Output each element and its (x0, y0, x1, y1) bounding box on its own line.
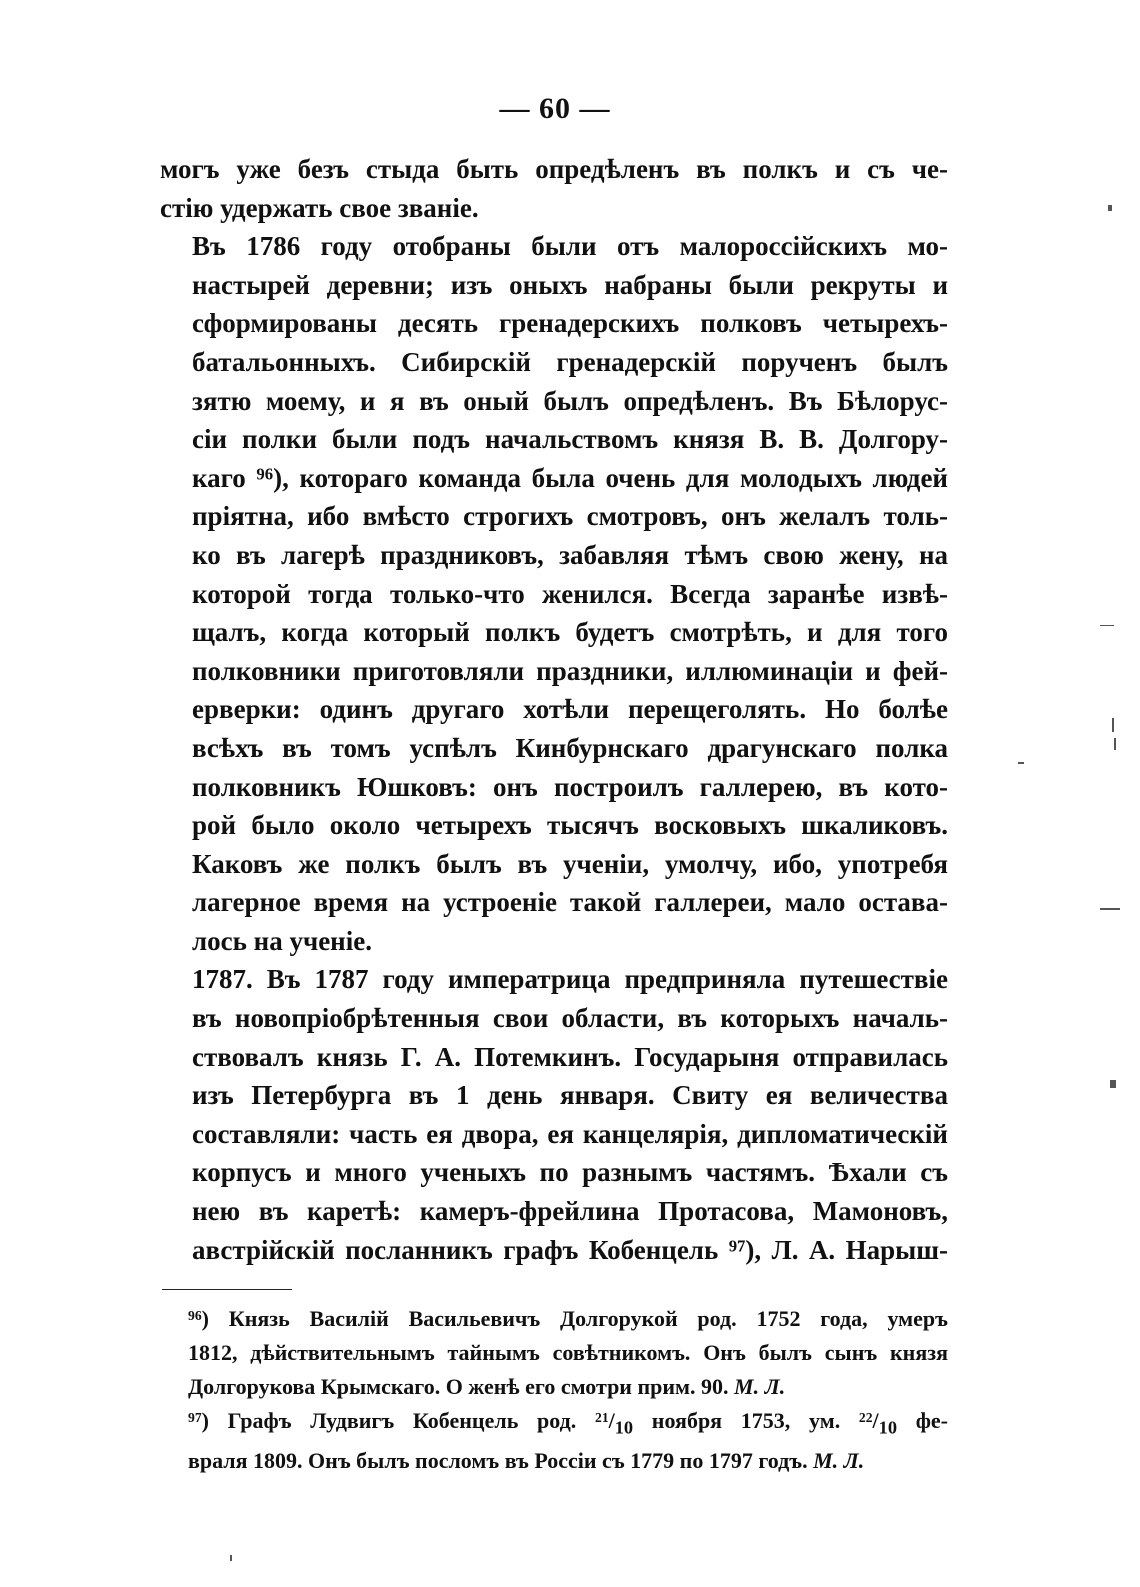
text-fragment: фе- (896, 1408, 949, 1433)
date-numerator: 21 (595, 1409, 609, 1425)
text-line: пріятна, ибо вмѣсто строгихъ смотровъ, онъ желалъ толь- (192, 501, 948, 532)
text-line: изъ Петербурга въ 1 день января. Свиту ея величества (192, 1080, 948, 1111)
scan-speck (1112, 718, 1114, 732)
text-line: могъ уже безъ стыда быть опредѣленъ въ полкъ и съ че- (160, 154, 948, 184)
text-line: стію удержать свое званіе. (160, 192, 479, 223)
scan-speck (230, 1555, 232, 1561)
footnote-reference-97[interactable]: 97 (728, 1236, 746, 1256)
text-fragment: враля 1809. Онъ былъ посломъ въ Россіи съ 1779 по 1797 годъ. (188, 1448, 814, 1474)
paragraph-1786 (160, 227, 948, 960)
date-numerator: 22 (858, 1409, 873, 1425)
footnote-line (160, 1444, 948, 1478)
text-line: ствовалъ князь Г. А. Потемкинъ. Государыня отправилась (192, 1041, 948, 1072)
date-denominator: 10 (878, 1417, 897, 1438)
paragraph-continuation (160, 150, 948, 227)
footnote-signature: М. Л. (734, 1374, 786, 1399)
text-fragment: ноября 1753, ум. (633, 1408, 859, 1433)
text-line: составляли: часть ея двора, ея канцелярія, дипломатическій (192, 1118, 948, 1149)
scan-speck (1108, 205, 1112, 211)
text-line: Въ 1786 году отобраны были отъ малороссійскихъ мо- (192, 231, 948, 262)
text-fragment: каго (192, 462, 257, 493)
text-line: въ новопріобрѣтенныя свои области, въ которыхъ началь- (192, 1003, 948, 1034)
footnote-signature: М. Л. (813, 1448, 865, 1474)
text-line: сформированы десять гренадерскихъ полковъ четырехъ- (192, 308, 948, 339)
text-fragment: ), котораго команда была очень для молодыхъ людей (273, 462, 948, 493)
text-line: сіи полки были подъ начальствомъ князя В. В. Долгору- (192, 424, 948, 455)
text-line: нею въ каретѣ: камеръ-фрейлина Протасова, Мамоновъ, (192, 1196, 948, 1227)
footnote-mark: 97 (188, 1409, 202, 1425)
footnote-line (160, 1302, 948, 1336)
text-fragment: Долгорукова Крымскаго. О женѣ его смотри прим. 90. (188, 1374, 735, 1399)
text-fragment: австрійскій посланникъ графъ Кобенцель (192, 1234, 729, 1265)
footnote-reference-96[interactable]: 96 (256, 464, 274, 484)
footnote-97 (160, 1404, 948, 1478)
scan-speck (1114, 738, 1116, 750)
text-fragment: ) Князь Василій Васильевичъ Долгорукой род. 1752 года, умеръ (201, 1306, 948, 1331)
scan-speck (1110, 1080, 1116, 1088)
scan-speck (1100, 908, 1120, 910)
text-line: рой было около четырехъ тысячъ восковыхъ шкаликовъ. (192, 810, 948, 841)
text-line: батальонныхъ. Сибирскій гренадерскій порученъ былъ (192, 346, 948, 377)
text-fragment: ), Л. А. Нарыш- (745, 1234, 948, 1265)
scan-speck (1100, 625, 1114, 626)
text-line: всѣхъ въ томъ успѣлъ Кинбурнскаго драгунскаго полка (192, 732, 948, 763)
text-line: щалъ, когда который полкъ будетъ смотрѣть, и для того (192, 617, 948, 648)
text-line (160, 1231, 948, 1270)
text-line: зятю моему, и я въ оный былъ опредѣленъ. Въ Бѣлорус- (192, 385, 948, 416)
footnote-mark: 96 (188, 1307, 202, 1323)
text-line: ко въ лагерѣ праздниковъ, забавляя тѣмъ свою жену, на (192, 539, 948, 570)
text-line: полковникъ Юшковъ: онъ построилъ галлерею, въ кото- (192, 771, 948, 802)
text-line: ерверки: одинъ другаго хотѣли перещеголять. Но болѣе (192, 694, 948, 725)
footnote-line (160, 1370, 948, 1404)
scan-speck (1018, 762, 1024, 764)
footnote-divider (162, 1289, 292, 1290)
text-line: корпусъ и много ученыхъ по разнымъ частямъ. Ѣхали съ (192, 1157, 948, 1188)
text-line: 1787. Въ 1787 году императрица предприняла путешествіе (192, 964, 948, 995)
footnote-line: $^{97}$) Графъ Лудвигъ Кобенцель род. $^{21}/_{10}$ ноября 1753, ум. $^{22}/_{10}$ фе- (188, 1408, 949, 1438)
footnote-line: 1812, дѣйствительнымъ тайнымъ совѣтникомъ. Онъ былъ сынъ князя (188, 1340, 948, 1365)
main-text (160, 150, 948, 1269)
text-fragment: ) Графъ Лудвигъ Кобенцель род. (201, 1408, 595, 1433)
footnotes (160, 1302, 948, 1478)
text-line (160, 459, 948, 498)
text-line: настырей деревни; изъ оныхъ набраны были рекруты и (192, 269, 948, 300)
footnote-96 (160, 1302, 948, 1404)
paragraph-1787 (160, 960, 948, 1269)
text-line: лось на ученіе. (192, 925, 372, 956)
text-line: которой тогда только-что женился. Всегда заранѣе извѣ- (192, 578, 948, 609)
text-line: лагерное время на устроеніе такой галлереи, мало остава- (192, 887, 948, 918)
text-line: полковники приготовляли праздники, иллюминаціи и фей- (192, 655, 948, 686)
date-denominator: 10 (614, 1417, 634, 1438)
page-number: — 60 — (499, 92, 611, 125)
text-line: Каковъ же полкъ былъ въ ученіи, умолчу, ибо, употребя (192, 848, 948, 879)
